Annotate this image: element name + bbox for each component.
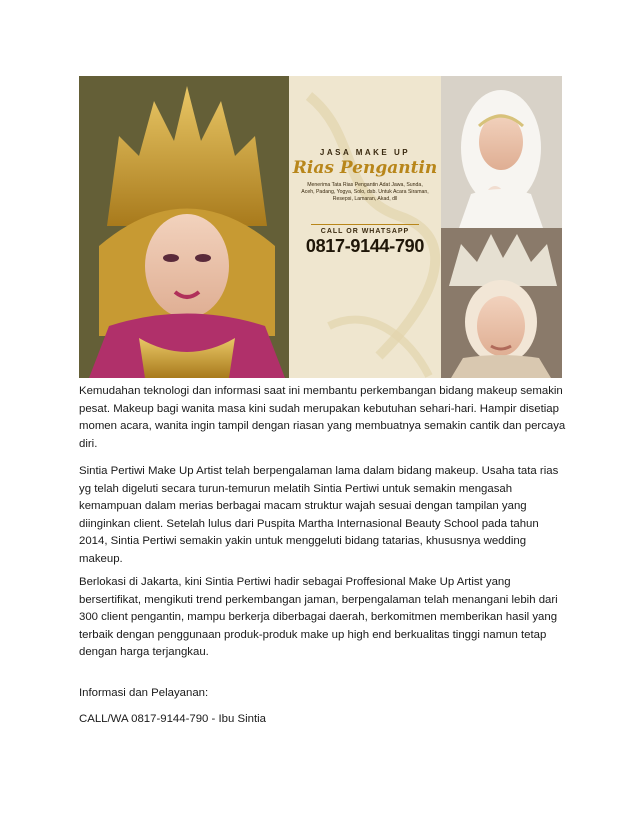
- banner-phone: 0817-9144-790: [305, 236, 425, 256]
- paragraph-text: Sintia Pertiwi Make Up Artist telah berpengalaman lama dalam bidang makeup. Usaha tata rias yg telah digeluti secara turun-temurun melatih Sintia Pertiwi untuk semakin mengasah kemampuan dalam merias berbagai macam struktur wajah sesuai dengan tampilan yang diinginkan client. Setelah lulus dari Puspita Martha Internasional Beauty School pada tahun 2014, Sintia Pertiwi semakin yakin untuk menggeluti bidang tatarias, khususnya wedding makeup.: [79, 465, 559, 565]
- banner-kicker: JASA MAKE UP: [319, 148, 411, 157]
- banner-ad-panel: [289, 76, 441, 378]
- paragraph-text: Berlokasi di Jakarta, kini Sintia Pertiwi hadir sebagai Proffesional Make Up Artist yang bersertifikat, mengikuti trend perkembangan jaman, berpengalaman telah menangani lebih dari 300 client pengantin, mampu berkerja diberbagai daerah, berkomitmen memberikan hasil yang terbaik dengan penggunaan produk-produk make up high end berkualitas tinggi namun tetap dengan harga terjangkau.: [79, 576, 558, 658]
- paragraph-experience: [79, 463, 569, 568]
- paragraph-location: [79, 574, 569, 662]
- info-heading: Informasi dan Pelayanan:: [79, 687, 209, 699]
- banner-divider: [311, 224, 419, 225]
- contact-line: CALL/WA 0817-9144-790 - Ibu Sintia: [79, 713, 267, 725]
- banner-title: Rias Pengantin: [292, 158, 438, 178]
- banner-image: [79, 76, 562, 378]
- paragraph-text: Kemudahan teknologi dan informasi saat ini membantu perkembangan bidang makeup semakin pesat. Makeup bagi wanita masa kini sudah merupakan kebutuhan sehari-hari. Hampir disetiap momen acara, wanita ingin tampil dengan riasan yang membuatnya semakin cantik dan percaya diri.: [79, 385, 566, 450]
- paragraph-intro: [79, 383, 569, 453]
- banner-cta: CALL OR WHATSAPP: [320, 228, 410, 235]
- banner-description: Menerima Tata Rias Pengantin Adat Jawa, Sunda, Aceh, Padang, Yogya, Solo, dsb. Untuk Acara Siraman, Resepsi, Lamaran, Akad, dll: [301, 182, 429, 202]
